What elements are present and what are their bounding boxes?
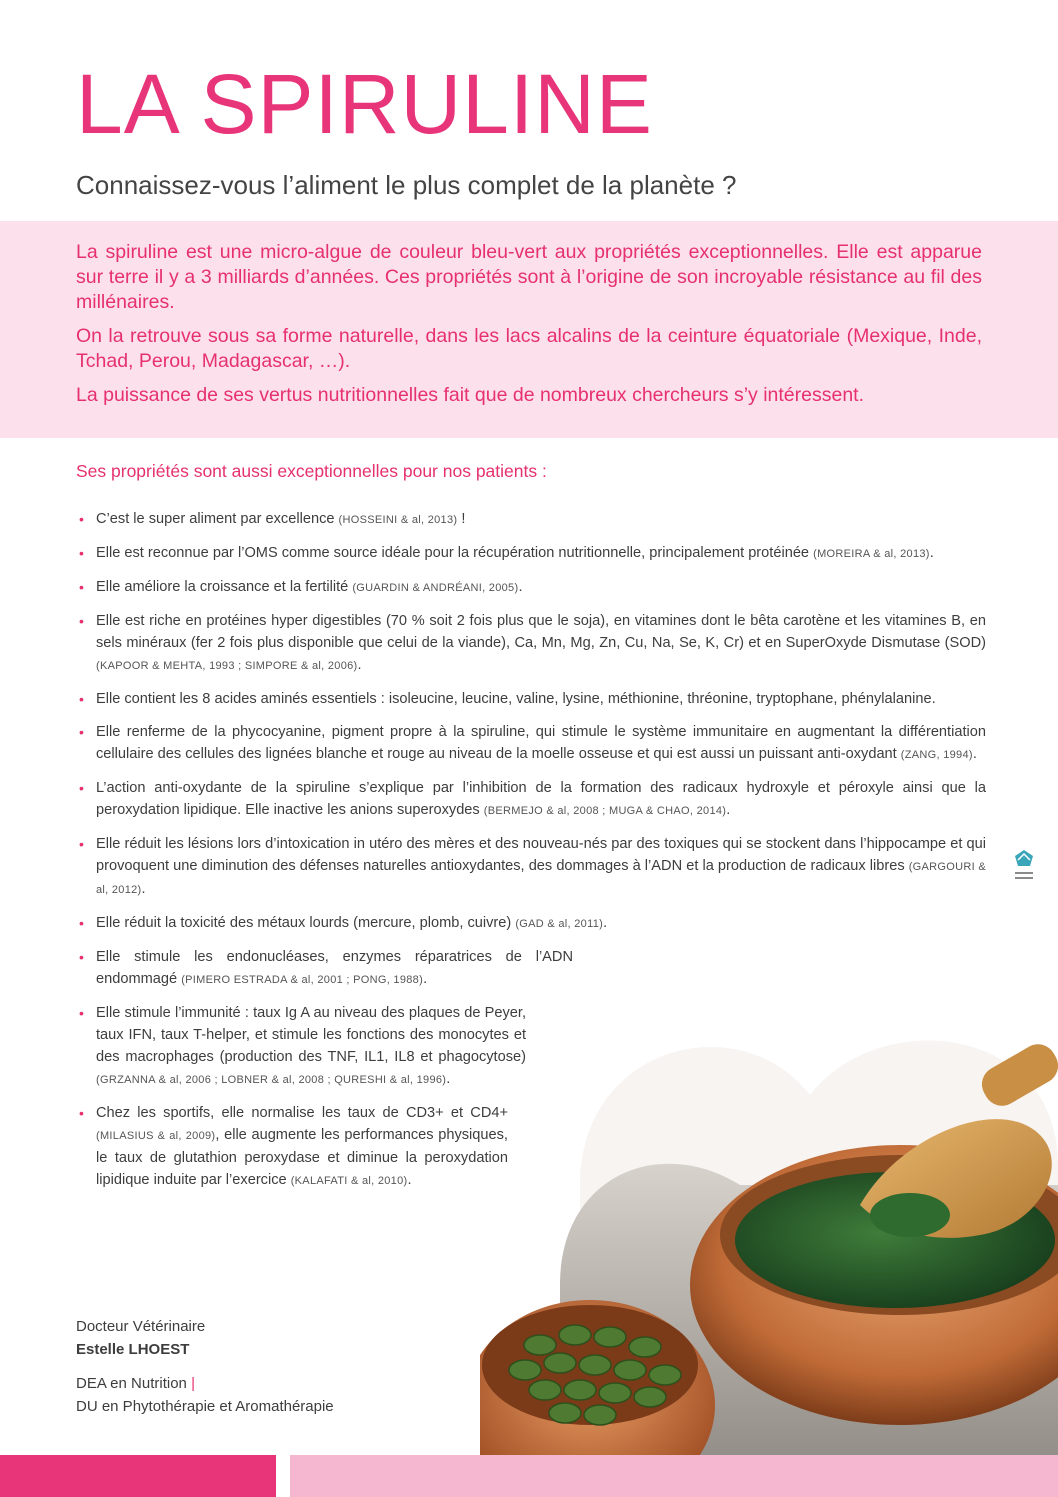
citation: (MOREIRA & al, 2013) <box>813 548 930 560</box>
intro-paragraph-3: La puissance de ses vertus nutritionnelles fait que de nombreux chercheurs s’y intéressent. <box>76 384 865 406</box>
citation: (GARGOURI & al, 2012) <box>96 861 987 896</box>
list-item: • Elle réduit les lésions lors d’intoxication in utéro des mères et des nouveau-nés par des toxiques qui se stockent dans l’hippocampe et qui provoquent une diminution des défenses naturelles antioxydantes, des dommages à l’ADN et la production de radicaux libres (GARGOURI & al, 2012). <box>76 833 986 901</box>
intro-paragraph-2: On la retrouve sous sa forme naturelle, dans les lacs alcalins de la ceinture équatoriale (Mexique, Inde, Tchad, Perou, Madagascar, …). <box>76 325 982 372</box>
page-subtitle: Connaissez-vous l’aliment le plus complet de la planète ? <box>76 170 737 200</box>
page-title: LA SPIRULINE <box>76 57 653 151</box>
list-item: • Elle stimule les endonucléases, enzymes réparatrices de l’ADN endommagé (PIMERO ESTRADA & al, 2001 ; PONG, 1988). <box>76 946 573 991</box>
bullet-icon: • <box>79 691 84 707</box>
list-item: • Elle contient les 8 acides aminés essentiels : isoleucine, leucine, valine, lysine, méthionine, thréonine, tryptophane, phénylalanine. <box>76 688 986 710</box>
bullet-icon: • <box>79 1105 84 1121</box>
intro-panel <box>0 221 1058 438</box>
list-item: • Elle renferme de la phycocyanine, pigment propre à la spiruline, qui stimule le système immunitaire en augmentant la différentiation cellulaire des cellules des lignées blanche et rouge au niveau de la moelle osseuse et qui est aussi un puissant anti-oxydant (ZANG, 1994). <box>76 721 986 766</box>
bullet-icon: • <box>79 1005 84 1021</box>
intro-paragraph-1: La spiruline est une micro-algue de couleur bleu-vert aux propriétés exceptionnelles. Elle est apparue sur terre il y a 3 milliards d’années. Ces propriétés sont à l’origine de son incroyable résistance au fil des millénaires. <box>76 241 982 313</box>
bullet-icon: • <box>79 724 84 740</box>
citation: (HOSSEINI & al, 2013) <box>338 514 458 526</box>
footer-bar-light <box>290 1455 1058 1497</box>
citation: (BERMEJO & al, 2008 ; MUGA & CHAO, 2014) <box>483 805 727 817</box>
bullet-icon: • <box>79 511 84 527</box>
section-heading: Ses propriétés sont aussi exceptionnelles pour nos patients : <box>76 461 547 481</box>
author-degree-2: DU en Phytothérapie et Aromathérapie <box>76 1398 334 1415</box>
footer-bar-dark <box>0 1455 276 1497</box>
citation: (MILASIUS & al, 2009) <box>96 1130 216 1142</box>
citation: (KAPOOR & MEHTA, 1993 ; SIMPORE & al, 2006) <box>96 660 358 672</box>
bullet-icon: • <box>79 579 84 595</box>
author-signature <box>76 1315 334 1418</box>
citation: (GRZANNA & al, 2006 ; LOBNER & al, 2008 ; QURESHI & al, 1996) <box>96 1074 447 1086</box>
citation: (PIMERO ESTRADA & al, 2001 ; PONG, 1988) <box>181 974 424 986</box>
author-degree-1: DEA en Nutrition | <box>76 1375 195 1392</box>
author-name: Estelle LHOEST <box>76 1341 190 1358</box>
list-item: • Elle améliore la croissance et la fertilité (GUARDIN & ANDRÉANI, 2005). <box>76 576 986 599</box>
list-item: • C’est le super aliment par excellence (HOSSEINI & al, 2013) ! <box>76 508 986 531</box>
bullet-icon: • <box>79 613 84 629</box>
list-item: • Elle réduit la toxicité des métaux lourds (mercure, plomb, cuivre) (GAD & al, 2011). <box>76 912 986 935</box>
publisher-logo-icon <box>1012 846 1036 894</box>
bullet-icon: • <box>79 545 84 561</box>
author-title: Docteur Vétérinaire <box>76 1318 206 1335</box>
bullet-icon: • <box>79 949 84 965</box>
citation: (GUARDIN & ANDRÉANI, 2005) <box>352 582 519 594</box>
list-item: • Elle est riche en protéines hyper digestibles (70 % soit 2 fois plus que le soja), en vitamines dont le bêta carotène et les vitamines B, en sels minéraux (fer 2 fois plus disponible que celui de la viande), Ca, Mn, Mg, Zn, Cu, Na, Se, K, Cr) et en SuperOxyde Dismutase (SOD) (KAPOOR & MEHTA, 1993 ; SIMPORE & al, 2006). <box>76 610 986 677</box>
bullet-icon: • <box>79 780 84 796</box>
list-item: • L’action anti-oxydante de la spiruline s’explique par l’inhibition de la formation des radicaux hydroxyle et péroxyle ainsi que la peroxydation lipidique. Elle inactive les anions superoxydes (BERMEJO & al, 2008 ; MUGA & CHAO, 2014). <box>76 777 986 822</box>
spirulina-photo <box>480 985 1058 1497</box>
separator: | <box>191 1375 195 1392</box>
bullet-icon: • <box>79 836 84 852</box>
citation: (GAD & al, 2011) <box>515 918 604 930</box>
citation: (ZANG, 1994) <box>900 749 973 761</box>
bullet-icon: • <box>79 915 84 931</box>
citation: (KALAFATI & al, 2010) <box>290 1175 408 1187</box>
list-item: • Chez les sportifs, elle normalise les taux de CD3+ et CD4+ (MILASIUS & al, 2009), elle augmente les performances physiques, le taux de glutathion peroxydase et diminue la peroxydation lipidique induite par l’exercice (KALAFATI & al, 2010). <box>76 1102 508 1192</box>
list-item: • Elle est reconnue par l’OMS comme source idéale pour la récupération nutritionnelle, principalement protéinée (MOREIRA & al, 2013). <box>76 542 986 565</box>
list-item: • Elle stimule l’immunité : taux Ig A au niveau des plaques de Peyer, taux IFN, taux T-helper, et stimule les fonctions des monocytes et des macrophages (production des TNF, IL1, IL8 et phagocytose) (GRZANNA & al, 2006 ; LOBNER & al, 2008 ; QURESHI & al, 1996). <box>76 1002 526 1091</box>
